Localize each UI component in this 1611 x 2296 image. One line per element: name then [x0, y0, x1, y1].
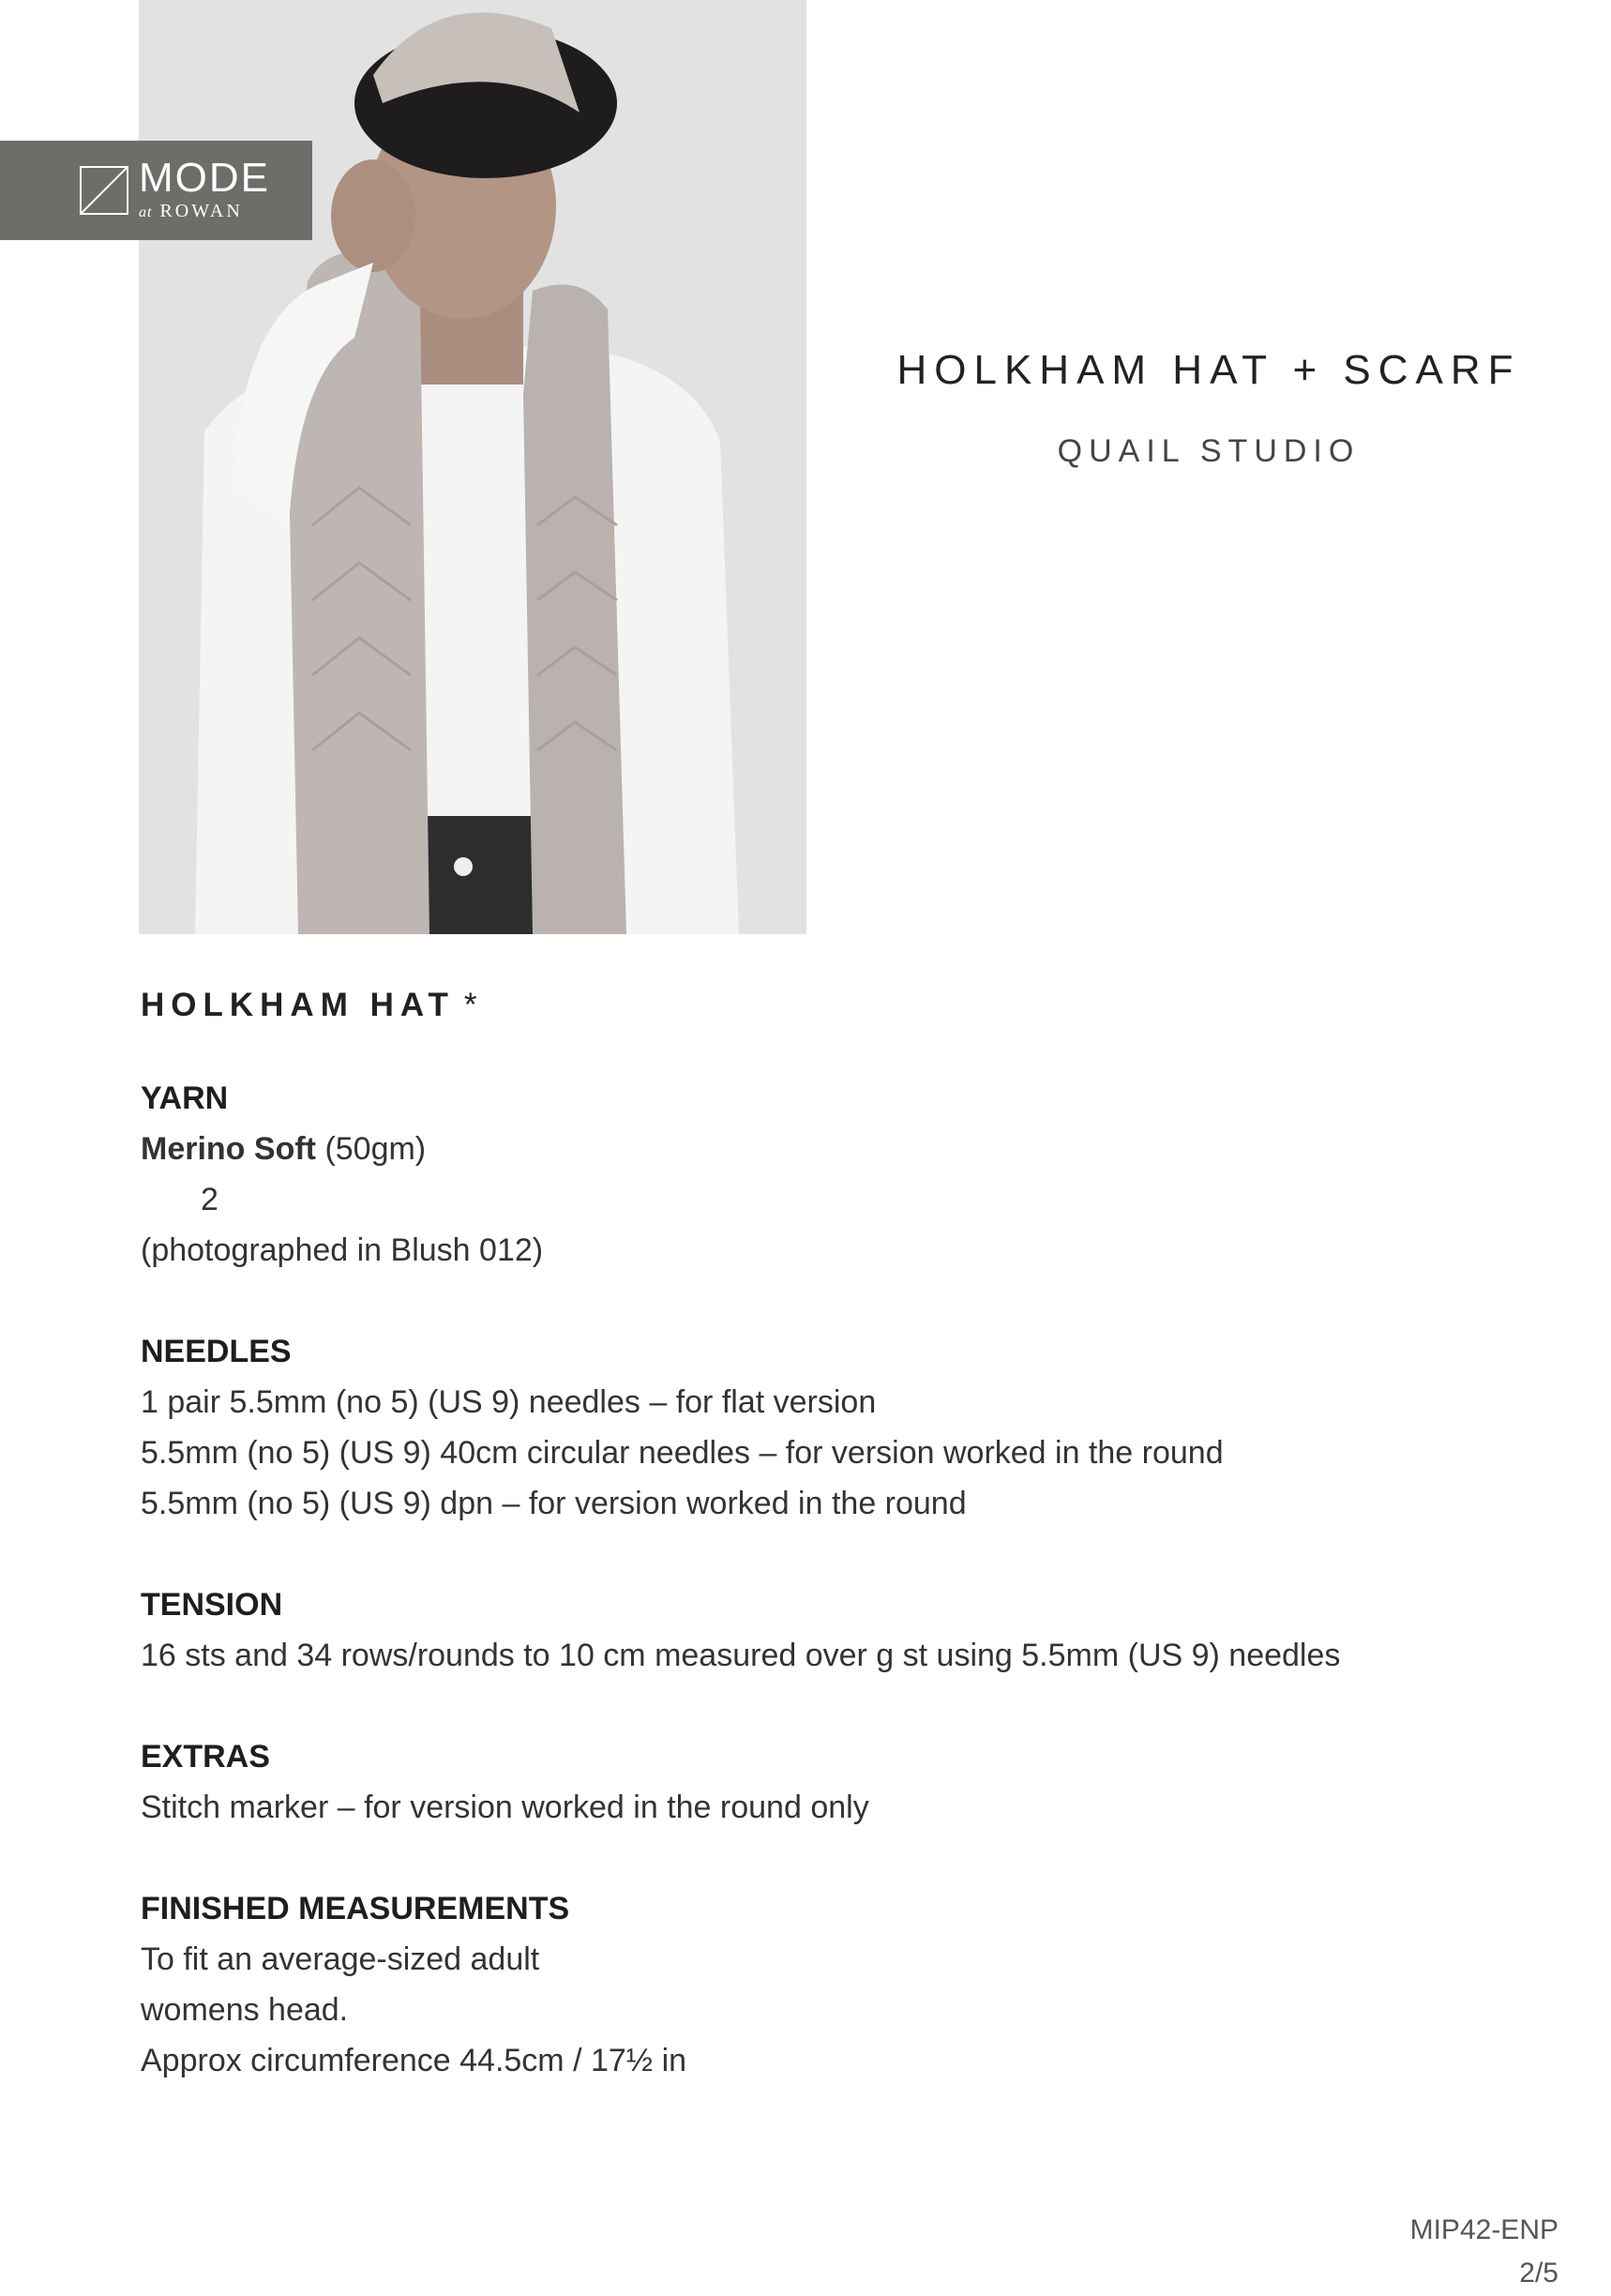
page-footer [1410, 2209, 1558, 2295]
extras-heading: EXTRAS [141, 1739, 270, 1775]
measurements-line: womens head. [141, 1992, 349, 2028]
designer-name: QUAIL STUDIO [1057, 433, 1361, 469]
measurements-section [141, 1883, 1500, 2086]
measurements-line: Approx circumference 44.5cm / 17½ in [141, 2043, 687, 2078]
pattern-content [141, 987, 1500, 2137]
needles-heading: NEEDLES [141, 1334, 292, 1369]
logo-sub-text [139, 201, 243, 222]
yarn-name-line [141, 1124, 1500, 1174]
pattern-code: MIP42-ENP [1409, 2214, 1558, 2245]
yarn-quantity: 2 [201, 1182, 218, 1217]
extras-section [141, 1731, 1500, 1833]
logo-brand-text: MODE [139, 155, 270, 201]
yarn-name: Merino Soft [141, 1131, 316, 1167]
yarn-heading: YARN [141, 1080, 229, 1116]
section-title-text: HOLKHAM HAT [141, 987, 455, 1023]
tension-heading: TENSION [141, 1587, 283, 1623]
page-title: HOLKHAM HAT + SCARF [896, 347, 1521, 393]
brand-logo [0, 141, 312, 240]
needles-line: 1 pair 5.5mm (no 5) (US 9) needles – for flat version [141, 1384, 877, 1420]
tension-section [141, 1579, 1500, 1681]
logo-sub-prefix: at [139, 204, 153, 220]
needles-line: 5.5mm (no 5) (US 9) dpn – for version worked in the round [141, 1486, 967, 1521]
measurements-heading: FINISHED MEASUREMENTS [141, 1891, 570, 1926]
section-title [141, 987, 1500, 1024]
extras-line: Stitch marker – for version worked in the round only [141, 1790, 869, 1825]
needles-line: 5.5mm (no 5) (US 9) 40cm circular needles – for version worked in the round [141, 1435, 1224, 1471]
section-asterisk: * [463, 987, 477, 1023]
yarn-section [141, 1073, 1500, 1276]
yarn-note: (photographed in Blush 012) [141, 1232, 544, 1268]
measurements-line: To fit an average-sized adult [141, 1941, 540, 1977]
logo-mark-icon [79, 165, 129, 216]
page-number: 2/5 [1519, 2258, 1558, 2288]
tension-line: 16 sts and 34 rows/rounds to 10 cm measured over g st using 5.5mm (US 9) needles [141, 1638, 1341, 1673]
yarn-weight: (50gm) [324, 1131, 427, 1167]
logo-sub-name: ROWAN [159, 201, 243, 221]
needles-section [141, 1326, 1500, 1529]
